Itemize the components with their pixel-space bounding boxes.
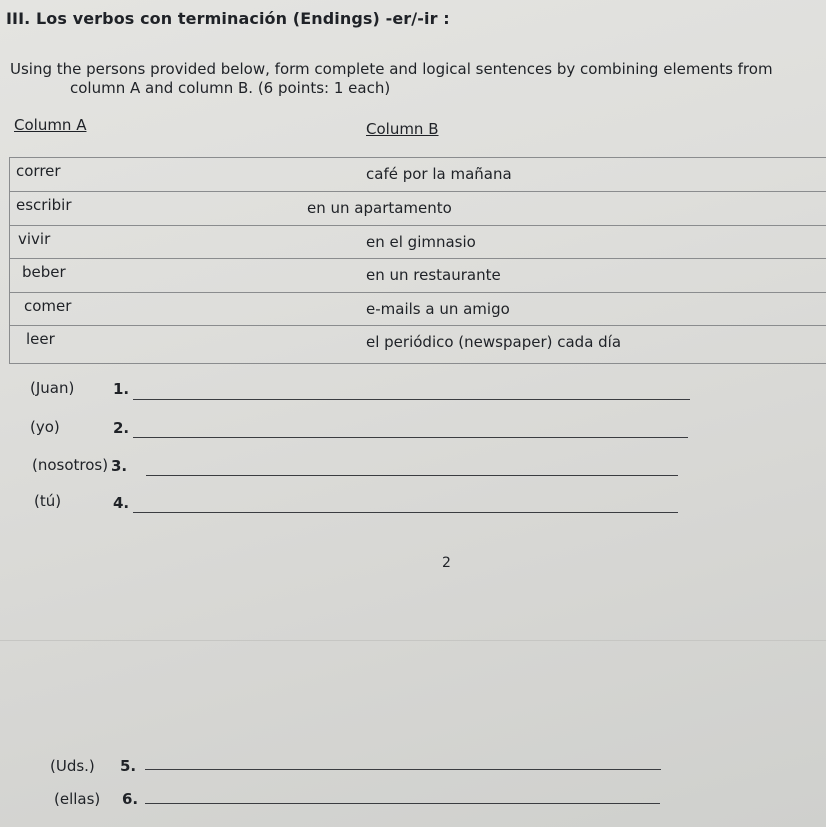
column-b-cell: en un apartamento	[307, 199, 452, 217]
column-b-cell: el periódico (newspaper) cada día	[366, 333, 622, 351]
instructions-line-2: column A and column B. (6 points: 1 each)	[70, 79, 391, 97]
table-row	[10, 325, 826, 359]
column-b-cell: en el gimnasio	[366, 233, 476, 251]
item-number: 5.	[120, 757, 137, 775]
item-number: 1.	[113, 380, 130, 398]
table-row	[10, 258, 826, 292]
person-label: (ellas)	[54, 790, 101, 808]
person-label: (tú)	[34, 492, 62, 510]
instructions-line-1: Using the persons provided below, form complete and logical sentences by combining elements from	[10, 60, 773, 78]
column-a-cell: correr	[16, 162, 61, 180]
answer-line-4[interactable]	[133, 512, 678, 513]
item-number: 2.	[113, 419, 130, 437]
item-number: 3.	[111, 457, 128, 475]
answer-line-2[interactable]	[133, 437, 688, 438]
page-number: 2	[442, 555, 451, 571]
column-a-header: Column A	[14, 116, 87, 134]
column-a-cell: beber	[22, 263, 66, 281]
column-a-cell: comer	[24, 297, 72, 315]
table-row	[10, 225, 826, 259]
table-row	[10, 292, 826, 326]
instructions	[10, 60, 825, 98]
column-a-cell: leer	[26, 330, 55, 348]
table-row	[10, 191, 826, 225]
column-a-cell: escribir	[16, 196, 72, 214]
item-number: 6.	[122, 790, 139, 808]
column-b-cell: en un restaurante	[366, 266, 501, 284]
table-row	[10, 158, 826, 191]
person-label: (Uds.)	[50, 757, 95, 775]
item-number: 4.	[113, 494, 130, 512]
answer-line-6[interactable]	[145, 803, 660, 804]
person-label: (nosotros)	[32, 456, 109, 474]
person-label: (yo)	[30, 418, 60, 436]
section-title: III. Los verbos con terminación (Endings) -er/-ir :	[6, 9, 450, 28]
person-label: (Juan)	[30, 379, 75, 397]
column-b-cell: e-mails a un amigo	[366, 300, 510, 318]
answer-line-1[interactable]	[133, 399, 690, 400]
verb-table	[9, 157, 826, 364]
column-b-cell: café por la mañana	[366, 165, 512, 183]
answer-line-3[interactable]	[146, 475, 678, 476]
answer-line-5[interactable]	[145, 769, 661, 770]
page-divider	[0, 640, 826, 641]
column-a-cell: vivir	[18, 230, 51, 248]
column-b-header: Column B	[366, 120, 439, 138]
